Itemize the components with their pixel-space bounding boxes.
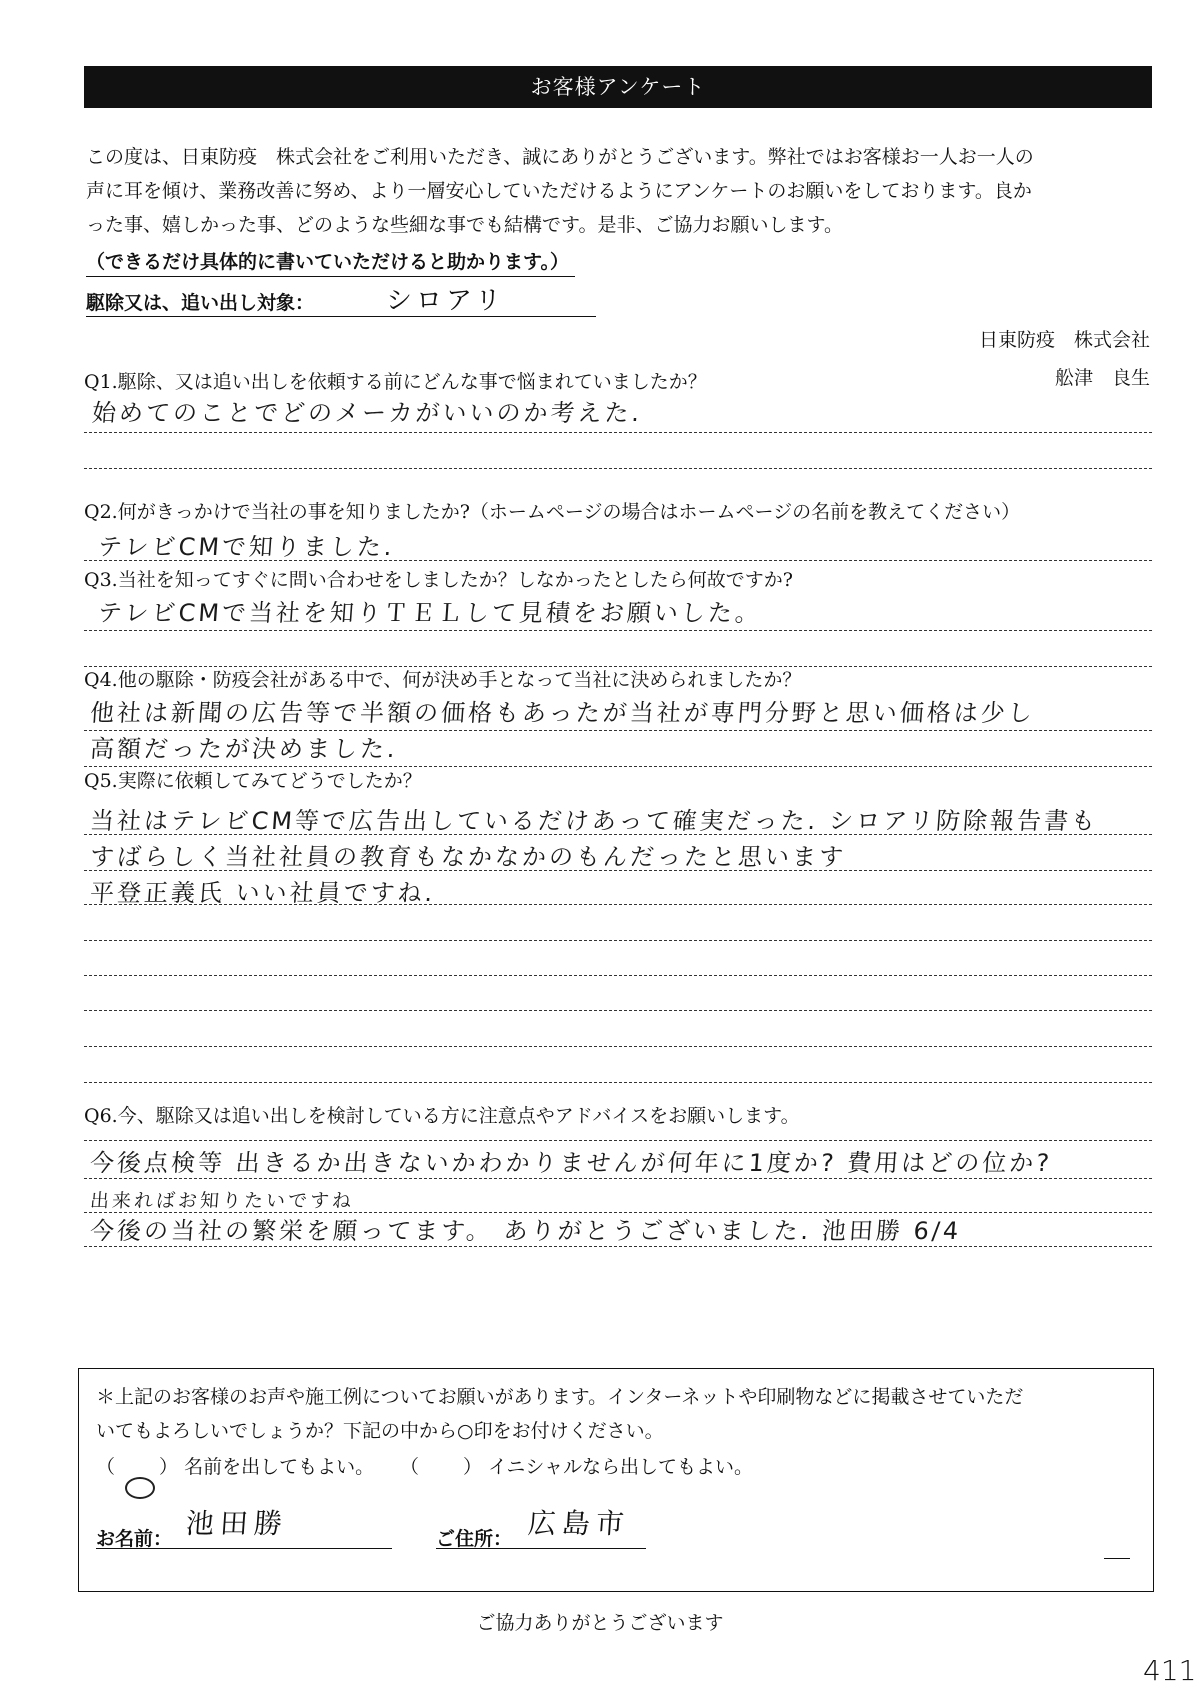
answer-3-line-1: テレビCMで当社を知りＴＥＬして見積をお願いした。 (97, 599, 763, 627)
answer-line (84, 432, 1152, 433)
address-value: 広島市 (526, 1507, 632, 1540)
answer-6-line-1: 今後点検等 出きるか出きないかわかりませんが何年に1度か? 費用はどの位か? (89, 1149, 1053, 1177)
consent-line: いてもよろしいでしょうか？下記の中から○印をお付けください。 (96, 1420, 664, 1442)
answer-line (84, 560, 1152, 561)
answer-line (84, 468, 1152, 469)
target-label: 駆除又は、追い出し対象： (86, 292, 315, 314)
short-mark (1104, 1558, 1130, 1559)
answer-4-line-1: 他社は新聞の広告等で半額の価格もあったが当社が専門分野と思い価格は少し (89, 699, 1036, 727)
page-number: 411 (1143, 1654, 1197, 1687)
intro-note: （できるだけ具体的に書いていただけると助かります。） (86, 248, 575, 277)
footer-thanks: ご協力ありがとうございます (476, 1612, 724, 1634)
question-3: Q3.当社を知ってすぐに問い合わせをしましたか？しなかったとしたら何故ですか? (84, 569, 793, 591)
option-initial-label: イニシャルなら出してもよい。 (488, 1456, 753, 1478)
answer-line (84, 940, 1152, 941)
name-value: 池田勝 (184, 1507, 290, 1540)
answer-line (84, 1140, 1152, 1141)
staff-name: 舩津 良生 (1054, 367, 1150, 389)
circle-mark-icon (125, 1477, 155, 1499)
consent-line: ＊上記のお客様のお声や施工例についてお願いがあります。インターネットや印刷物などに掲載させていただ (96, 1386, 1024, 1408)
name-label: お名前： (96, 1528, 173, 1550)
option-initial[interactable] (400, 1453, 753, 1481)
answer-line (84, 730, 1152, 731)
question-4: Q4.他の駆除・防疫会社がある中で、何が決め手となって当社に決められましたか？ (84, 669, 802, 691)
option-initial-paren: （ ） (400, 1456, 483, 1478)
answer-5-line-1: 当社はテレビCM等で広告出しているだけあって確実だった. シロアリ防除報告書も (89, 807, 1100, 835)
target-value: シロアリ (386, 286, 505, 316)
answer-line (84, 1046, 1152, 1047)
answer-line (84, 630, 1152, 631)
question-1: Q1.駆除、又は追い出しを依頼する前にどんな事で悩まれていましたか？ (84, 371, 707, 393)
question-2: Q2.何がきっかけで当社の事を知りましたか?（ホームページの場合はホームページの名前を教えてください） (84, 501, 1021, 523)
survey-title: お客様アンケート (84, 66, 1152, 108)
consent-text (96, 1380, 1142, 1448)
intro-paragraph (86, 140, 1152, 242)
address-underline (436, 1548, 646, 1549)
name-underline (96, 1548, 392, 1549)
answer-6-line-3: 今後の当社の繁栄を願ってます。 ありがとうございました. 池田勝 6/4 (89, 1217, 963, 1245)
answer-line (84, 904, 1152, 905)
intro-line: 声に耳を傾け、業務改善に努め、より一層安心していただけるようにアンケートのお願いをしております。良か (86, 180, 1032, 202)
answer-line (84, 1246, 1152, 1247)
answer-line (84, 1212, 1152, 1213)
answer-6-line-2: 出来ればお知りたいですね (89, 1190, 355, 1212)
answer-line (84, 1010, 1152, 1011)
question-6: Q6.今、駆除又は追い出しを検討している方に注意点やアドバイスをお願いします。 (84, 1105, 800, 1127)
answer-4-line-2: 高額だったが決めました. (89, 735, 399, 763)
target-field (86, 284, 596, 317)
answer-line (84, 1082, 1152, 1083)
question-5: Q5.実際に依頼してみてどうでしたか？ (84, 770, 422, 792)
address-label: ご住所： (436, 1528, 513, 1550)
option-name-paren: （ ） (96, 1456, 178, 1478)
answer-1-line-1: 始めてのことでどのメーカがいいのか考えた. (91, 399, 644, 427)
answer-5-line-3: 平登正義氏 いい社員ですね. (89, 879, 437, 907)
option-name-label: 名前を出してもよい。 (184, 1456, 375, 1478)
answer-line (84, 1178, 1152, 1179)
answer-line (84, 834, 1152, 835)
answer-2-line-1: テレビCMで知りました. (97, 533, 396, 561)
answer-5-line-2: すばらしく当社社員の教育もなかなかのもんだったと思います (89, 843, 847, 871)
intro-line: った事、嬉しかった事、どのような些細な事でも結構です。是非、ご協力お願いします。 (86, 214, 843, 236)
answer-line (84, 975, 1152, 976)
option-name[interactable] (96, 1453, 374, 1481)
company-name: 日東防疫 株式会社 (978, 329, 1150, 351)
answer-line (84, 870, 1152, 871)
intro-line: この度は、日東防疫 株式会社をご利用いただき、誠にありがとうございます。弊社ではお客様お一人お一人の (86, 146, 1034, 168)
